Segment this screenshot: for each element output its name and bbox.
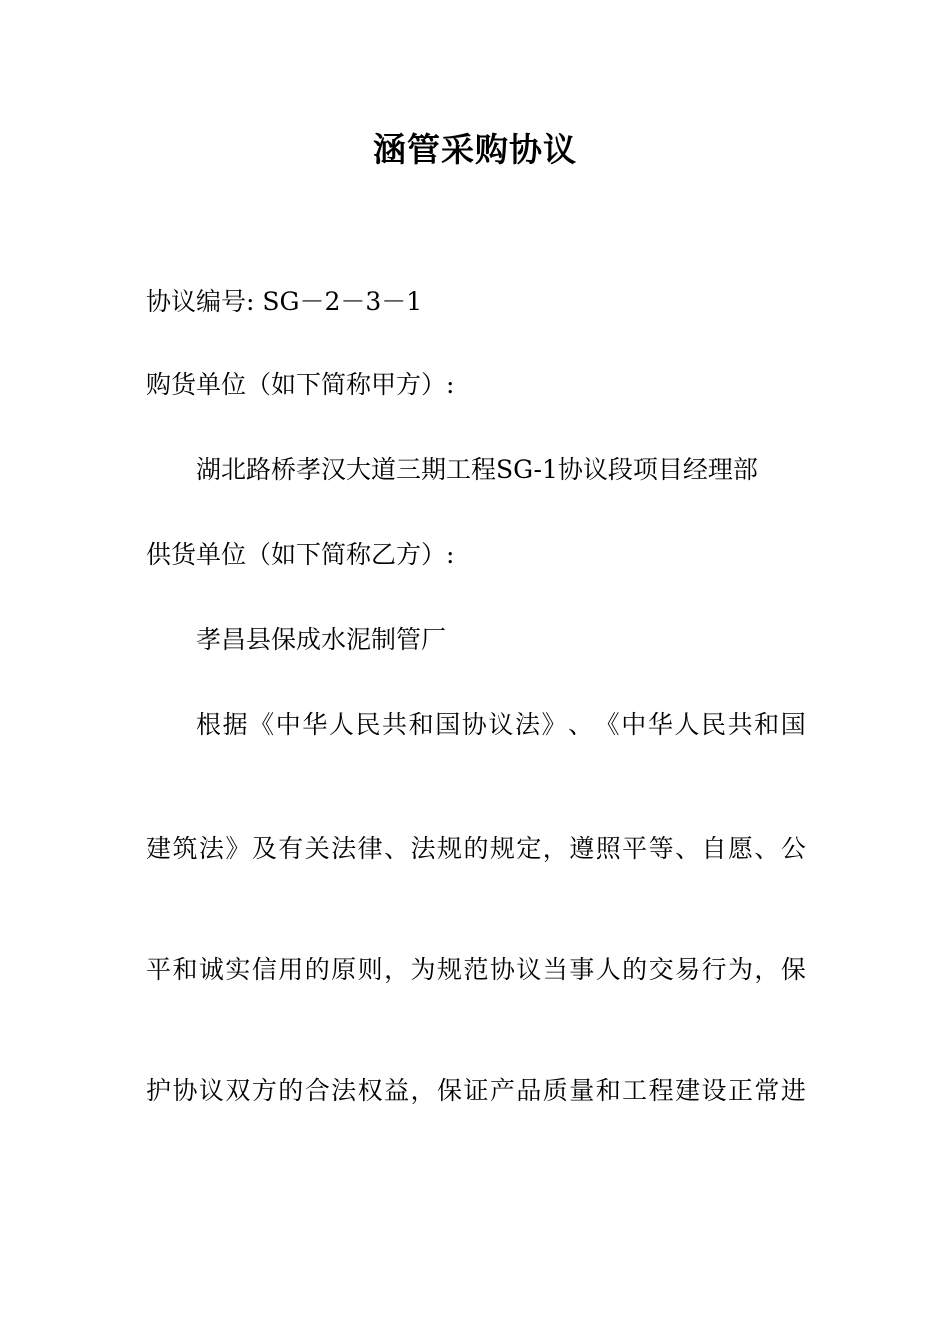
body-char: 常 — [754, 1076, 780, 1105]
body-char: 及 — [251, 834, 277, 863]
body-char: 律 — [357, 834, 383, 863]
body-char: 人 — [595, 955, 621, 984]
body-char: 有 — [278, 834, 304, 863]
body-char: 益 — [384, 1076, 410, 1105]
body-char: 华 — [302, 710, 328, 739]
contract-number-label: 协议编号: — [146, 287, 255, 316]
body-char: 交 — [648, 955, 674, 984]
body-char: 和 — [754, 710, 780, 739]
body-char: 平 — [622, 834, 648, 863]
body-char: 的 — [463, 834, 489, 863]
body-char: 和 — [595, 1076, 621, 1105]
contract-number-value: SG－2－3－1 — [262, 287, 423, 316]
body-char: 正 — [727, 1076, 753, 1105]
body-char: 护 — [146, 1076, 172, 1105]
body-char: 、 — [754, 834, 780, 863]
body-char: 法 — [514, 710, 540, 739]
body-char: 》 — [541, 710, 567, 739]
body-char: ， — [410, 1076, 436, 1105]
body-char: 方 — [251, 1076, 277, 1105]
body-char: 保 — [436, 1076, 462, 1105]
body-char: 则 — [357, 955, 383, 984]
body-line-4 — [146, 1073, 806, 1109]
body-char: 根 — [196, 710, 222, 739]
body-char: 权 — [357, 1076, 383, 1105]
body-char: 和 — [408, 710, 434, 739]
body-char: 议 — [488, 710, 514, 739]
body-char: 关 — [304, 834, 330, 863]
document-title: 涵管采购协议 — [373, 130, 577, 169]
buyer-label: 购货单位（如下简称甲方）: — [146, 370, 455, 399]
body-char: 建 — [675, 1076, 701, 1105]
body-char: 易 — [675, 955, 701, 984]
body-char: ， — [542, 834, 568, 863]
body-char: 原 — [331, 955, 357, 984]
body-char: 范 — [463, 955, 489, 984]
body-char: 共 — [382, 710, 408, 739]
body-char: 实 — [225, 955, 251, 984]
body-char: 等 — [648, 834, 674, 863]
body-char: 合 — [304, 1076, 330, 1105]
body-char: 量 — [569, 1076, 595, 1105]
body-char: 、 — [675, 834, 701, 863]
body-char: 协 — [172, 1076, 198, 1105]
body-char: 民 — [700, 710, 726, 739]
contract-number-line — [146, 284, 422, 320]
body-char: 证 — [463, 1076, 489, 1105]
body-char: 法 — [410, 834, 436, 863]
body-line-3 — [146, 952, 806, 988]
body-char: 设 — [701, 1076, 727, 1105]
body-char: 共 — [727, 710, 753, 739]
body-char: 品 — [516, 1076, 542, 1105]
body-char: 、 — [384, 834, 410, 863]
body-char: 照 — [595, 834, 621, 863]
body-char: 人 — [674, 710, 700, 739]
body-char: 协 — [489, 955, 515, 984]
body-char: 当 — [542, 955, 568, 984]
body-char: 程 — [648, 1076, 674, 1105]
body-char: 规 — [489, 834, 515, 863]
body-char: 法 — [331, 834, 357, 863]
body-char: 规 — [436, 955, 462, 984]
body-char: 华 — [647, 710, 673, 739]
body-char: 、 — [568, 710, 594, 739]
body-char: 协 — [461, 710, 487, 739]
body-char: 国 — [780, 710, 806, 739]
body-char: 法 — [331, 1076, 357, 1105]
body-char: 筑 — [172, 834, 198, 863]
body-char: 法 — [198, 834, 224, 863]
body-char: 国 — [435, 710, 461, 739]
body-line-1 — [196, 707, 806, 743]
body-char: 愿 — [727, 834, 753, 863]
body-char: 双 — [225, 1076, 251, 1105]
body-char: 工 — [622, 1076, 648, 1105]
body-char: 平 — [146, 955, 172, 984]
body-char: 议 — [516, 955, 542, 984]
body-char: ， — [384, 955, 410, 984]
body-char: 和 — [172, 955, 198, 984]
body-char: 公 — [780, 834, 806, 863]
body-char: 中 — [621, 710, 647, 739]
body-char: ， — [754, 955, 780, 984]
body-char: 的 — [304, 955, 330, 984]
body-char: 遵 — [569, 834, 595, 863]
body-char: 进 — [780, 1076, 806, 1105]
body-char: 民 — [355, 710, 381, 739]
body-char: 《 — [249, 710, 275, 739]
body-char: 人 — [328, 710, 354, 739]
buyer-name: 湖北路桥孝汉大道三期工程SG-1协议段项目经理部 — [196, 455, 758, 484]
body-char: 规 — [436, 834, 462, 863]
body-char: 建 — [146, 834, 172, 863]
body-char: 为 — [727, 955, 753, 984]
body-char: 据 — [222, 710, 248, 739]
body-char: 质 — [542, 1076, 568, 1105]
body-char: 的 — [622, 955, 648, 984]
body-char: 自 — [701, 834, 727, 863]
body-line-2 — [146, 831, 806, 867]
body-char: 诚 — [198, 955, 224, 984]
body-char: 定 — [516, 834, 542, 863]
body-char: 信 — [251, 955, 277, 984]
supplier-name: 孝昌县保成水泥制管厂 — [196, 625, 447, 654]
body-char: 保 — [780, 955, 806, 984]
body-char: 中 — [275, 710, 301, 739]
body-char: 《 — [594, 710, 620, 739]
body-char: 事 — [569, 955, 595, 984]
body-char: 行 — [701, 955, 727, 984]
body-char: 的 — [278, 1076, 304, 1105]
body-char: 议 — [198, 1076, 224, 1105]
body-char: 产 — [489, 1076, 515, 1105]
supplier-label: 供货单位（如下简称乙方）: — [146, 540, 455, 569]
body-char: 用 — [278, 955, 304, 984]
body-char: 为 — [410, 955, 436, 984]
body-char: 》 — [225, 834, 251, 863]
